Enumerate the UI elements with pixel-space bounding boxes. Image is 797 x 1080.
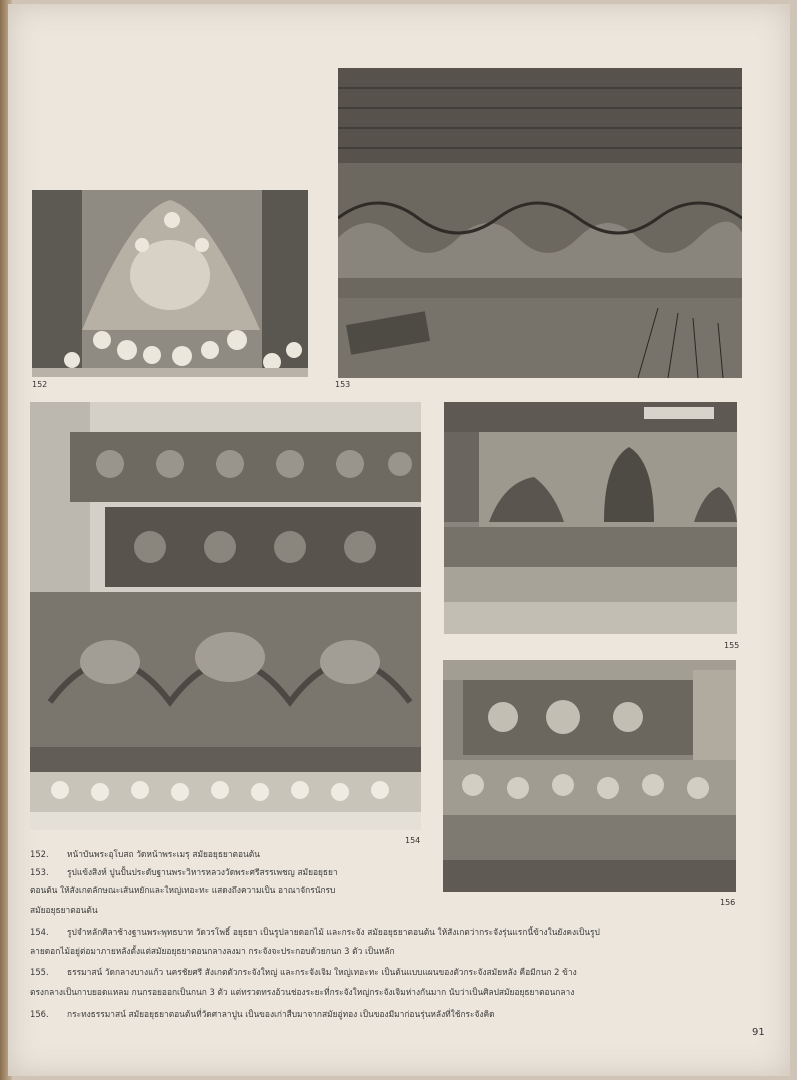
photo-154 — [30, 402, 421, 830]
figure-number-156: 156 — [720, 898, 736, 907]
photo-155 — [444, 402, 737, 634]
caption-number: 156. — [30, 1009, 49, 1019]
figure-number-154: 154 — [405, 836, 421, 845]
photo-153 — [338, 68, 742, 378]
captions-block — [30, 845, 745, 1025]
figure-number-153: 153 — [335, 380, 351, 389]
caption-number: 152. — [30, 849, 49, 859]
caption-153-line-2: ตอนต้น ให้สังเกตลักษณะเส้นหยักและใหญ่เทอะทะ แสดงถึงความเป็น อาณาจักรนักรบ — [30, 885, 336, 895]
caption-number: 153. — [30, 867, 49, 877]
caption-text: รูปแข้งสิงห์ ปูนปั้นประดับฐานพระวิหารหลวงวัดพระศรีสรรเพชญ สมัยอยุธยา — [67, 867, 338, 877]
caption-number: 154. — [30, 927, 49, 937]
caption-number: 155. — [30, 967, 49, 977]
figure-number-152: 152 — [32, 380, 48, 389]
photo-152 — [32, 190, 308, 377]
figure-number-155: 155 — [724, 641, 740, 650]
caption-text: ธรรมาสน์ วัดกลางบางแก้ว นครชัยศรี สังเกตตัวกระจังใหญ่ และกระจังเจิม ใหญ่เทอะทะ เป็นต้นแบบแผนของตัวกระจังสมัยหลัง คือมีกนก 2 ข้าง — [67, 967, 577, 977]
caption-154-line-2: ลายดอกไม้อยู่ต่อมาภายหลังตั้งแต่สมัยอยุธยาตอนกลางลงมา กระจังจะประกอบด้วยกนก 3 ตัว เป็นหลัก — [30, 946, 395, 956]
caption-155-line-2: ตรงกลางเป็นกาบยอดแหลม กนกรอยออกเป็นกนก 3 ตัว แต่ทรวดทรงอ้วนช่องระยะที่กระจังใหญ่กระจังเจิมห่างกันมาก นับว่าเป็นศิลปสมัยอยุธยาตอนกลาง — [30, 987, 575, 997]
caption-text: หน้าบันพระอุโบสถ วัดหน้าพระเมรุ สมัยอยุธยาตอนต้น — [67, 849, 260, 859]
caption-text: รูปจำหลักศิลาช้างฐานพระพุทธบาท วัดวรโพธิ์ อยุธยา เป็นรูปลายดอกไม้ และกระจัง สมัยอยุธยาตอนต้น ให้สังเกตว่ากระจังรุ่นแรกนี้ข้างในยังคงเป็นรูป — [67, 927, 600, 937]
caption-153-line-3: สมัยอยุธยาตอนต้น — [30, 905, 98, 915]
page-number: 91 — [752, 1027, 765, 1038]
caption-text: กระทงธรรมาสน์ สมัยอยุธยาตอนต้นที่วัดศาลาปูน เป็นของเก่าสืบมาจากสมัยอู่ทอง เป็นของมีมาก่อนรุ่นหลังที่ใช้กระจังคิด — [67, 1009, 495, 1019]
